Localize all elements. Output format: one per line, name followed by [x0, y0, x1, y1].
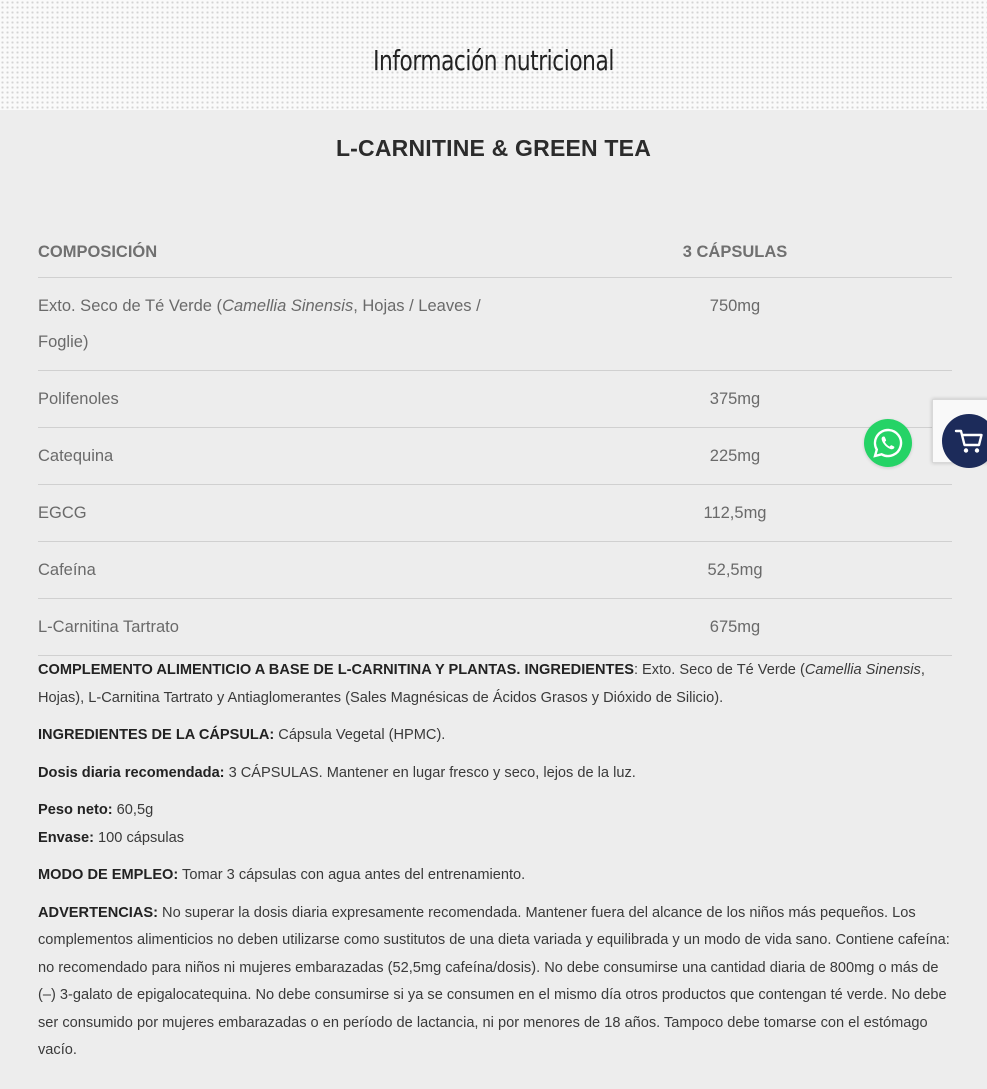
table-row [38, 485, 952, 542]
section-title: Información nutricional [373, 44, 614, 77]
daily-dose-paragraph: Dosis diaria recomendada: 3 CÁPSULAS. Mantener en lugar fresco y seco, lejos de la luz. [38, 764, 636, 781]
table-row [38, 542, 952, 599]
table-header-row [38, 228, 952, 278]
whatsapp-button[interactable] [864, 419, 912, 467]
ingredient-name: Polifenoles [38, 371, 518, 428]
capsule-ingredients-paragraph: INGREDIENTES DE LA CÁPSULA: Cápsula Vegetal (HPMC). [38, 727, 446, 743]
shopping-cart-icon [953, 425, 985, 457]
ingredient-name: Cafeína [38, 542, 518, 599]
ingredient-name: Catequina [38, 428, 518, 485]
ingredient-quantity: 750mg [518, 278, 952, 371]
table-row [38, 371, 952, 428]
ingredient-quantity: 52,5mg [518, 542, 952, 599]
ingredient-quantity: 112,5mg [518, 485, 952, 542]
net-weight-line: Peso neto: 60,5g [38, 802, 154, 818]
column-header-composition: COMPOSICIÓN [38, 228, 518, 278]
package-line: Envase: 100 cápsulas [38, 829, 185, 846]
ingredient-name: L-Carnitina Tartrato [38, 599, 518, 656]
usage-paragraph: MODO DE EMPLEO: Tomar 3 cápsulas con agua antes del entrenamiento. [38, 867, 526, 883]
table-row [38, 278, 952, 371]
cart-button[interactable] [942, 414, 987, 468]
ingredient-quantity: 675mg [518, 599, 952, 656]
ingredient-quantity: 225mg [518, 428, 952, 485]
whatsapp-icon [871, 426, 905, 460]
page-header [0, 0, 987, 110]
warnings-paragraph: ADVERTENCIAS: No superar la dosis diaria expresamente recomendada. Mantener fuera del alcance de los niños más pequeños. Los complementos alimenticios no deben utilizarse como sustitutos de una dieta variada y equilibrada y un modo de vida sano. Contiene cafeína: no recomendado para niños ni mujeres embarazadas (52,5mg cafeína/dosis). No debe consumirse una cantidad diaria de 800mg o más de (–) 3-galato de epigalocatequina. No debe consumirse si ya se consumen en el mismo día otros productos que contengan té verde. No debe ser consumido por mujeres embarazadas o en período de lactancia, ni por menores de 18 años. Tampoco debe tomarse con el estómago vacío. [38, 904, 950, 1058]
product-details [38, 657, 952, 1075]
ingredient-name: EGCG [38, 485, 518, 542]
ingredient-quantity: 375mg [518, 371, 952, 428]
ingredients-paragraph: COMPLEMENTO ALIMENTICIO A BASE DE L-CARNITINA Y PLANTAS. INGREDIENTES: Exto. Seco de Té Verde (Camellia Sinensis, Hojas), L-Carnitina Tartrato y Antiaglomerantes (Sales Magnésicas de Ácidos Grasos y Dióxido de Silicio). [38, 662, 925, 706]
product-title: L-CARNITINE & GREEN TEA [335, 135, 652, 161]
column-header-quantity: 3 CÁPSULAS [518, 228, 952, 278]
ingredient-name: Exto. Seco de Té Verde (Camellia Sinensis, Hojas / Leaves / Foglie) [38, 278, 518, 371]
table-row [38, 599, 952, 656]
nutrition-table [38, 228, 952, 656]
table-row [38, 428, 952, 485]
